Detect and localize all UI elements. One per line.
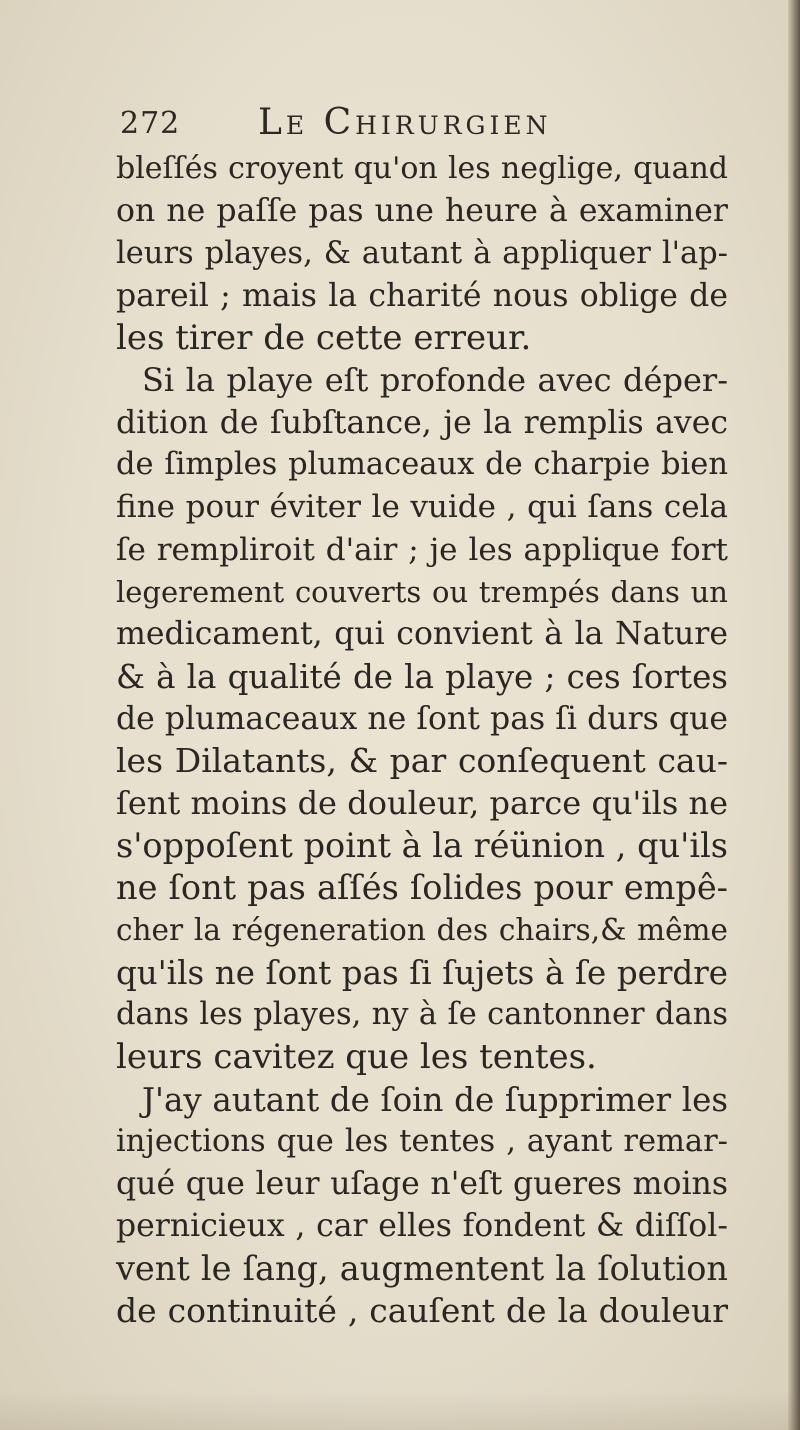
text-line: dans les playes, ny à ſe cantonner dans [116,996,728,1032]
text-line: ſent moins de douleur, parce qu'ils ne [116,784,728,823]
text-line: ſe rempliroit d'air ; je les applique fort [116,531,728,568]
page-bottom-shade [0,1390,800,1430]
text-line: Si la playe eſt profonde avec déper- [142,361,728,400]
running-title: Le Chirurgien [258,102,552,143]
body-text [116,148,728,1332]
text-line: medicament, qui convient à la Nature [116,616,728,653]
text-line: leurs playes, & autant à appliquer l'ap- [116,235,728,271]
text-line: les Dilatants, & par conſequent cau- [116,741,728,781]
text-line: fine pour éviter le vuide , qui ſans cela [116,489,728,526]
page-number: 272 [120,106,181,141]
text-line: pareil ; mais la charité nous oblige de [116,277,728,314]
text-line: bleſſés croyent qu'on les neglige, quand [116,151,728,186]
text-line: les tirer de cette erreur. [116,318,532,359]
text-line: on ne paſſe pas une heure à examiner [116,193,728,230]
text-line: legerement couverts ou trempés dans un [116,574,728,609]
text-line: s'oppoſent point à la réünion , qu'ils [116,825,728,865]
text-line: qu'ils ne ſont pas ſi ſujets à ſe perdre [116,953,728,992]
text-line: de continuité , cauſent de la douleur [116,1291,728,1331]
text-line: de ſimples plumaceaux de charpie bien [116,447,728,483]
text-line: dition de ſubſtance, je la remplis avec [116,404,728,441]
text-line: J'ay autant de ſoin de ſupprimer les [142,1080,728,1119]
text-line: cher la régeneration des chairs,& même [116,913,728,948]
text-line: injections que les tentes , ayant remar- [116,1123,728,1159]
page-edge-shadow [788,0,800,1430]
page-header [120,100,720,148]
text-line: pernicieux , car elles fondent & diſſol- [116,1208,728,1245]
text-line: de plumaceaux ne ſont pas ſi durs que [116,700,728,737]
text-line: qué que leur uſage n'eſt gueres moins [116,1166,728,1203]
text-line: vent le ſang, augmentent la ſolution [116,1248,728,1288]
text-line: leurs cavitez que les tentes. [116,1037,597,1078]
text-line: ne ſont pas aſſés ſolides pour empê- [116,868,728,908]
text-line: & à la qualité de la playe ; ces ſortes [116,657,728,696]
